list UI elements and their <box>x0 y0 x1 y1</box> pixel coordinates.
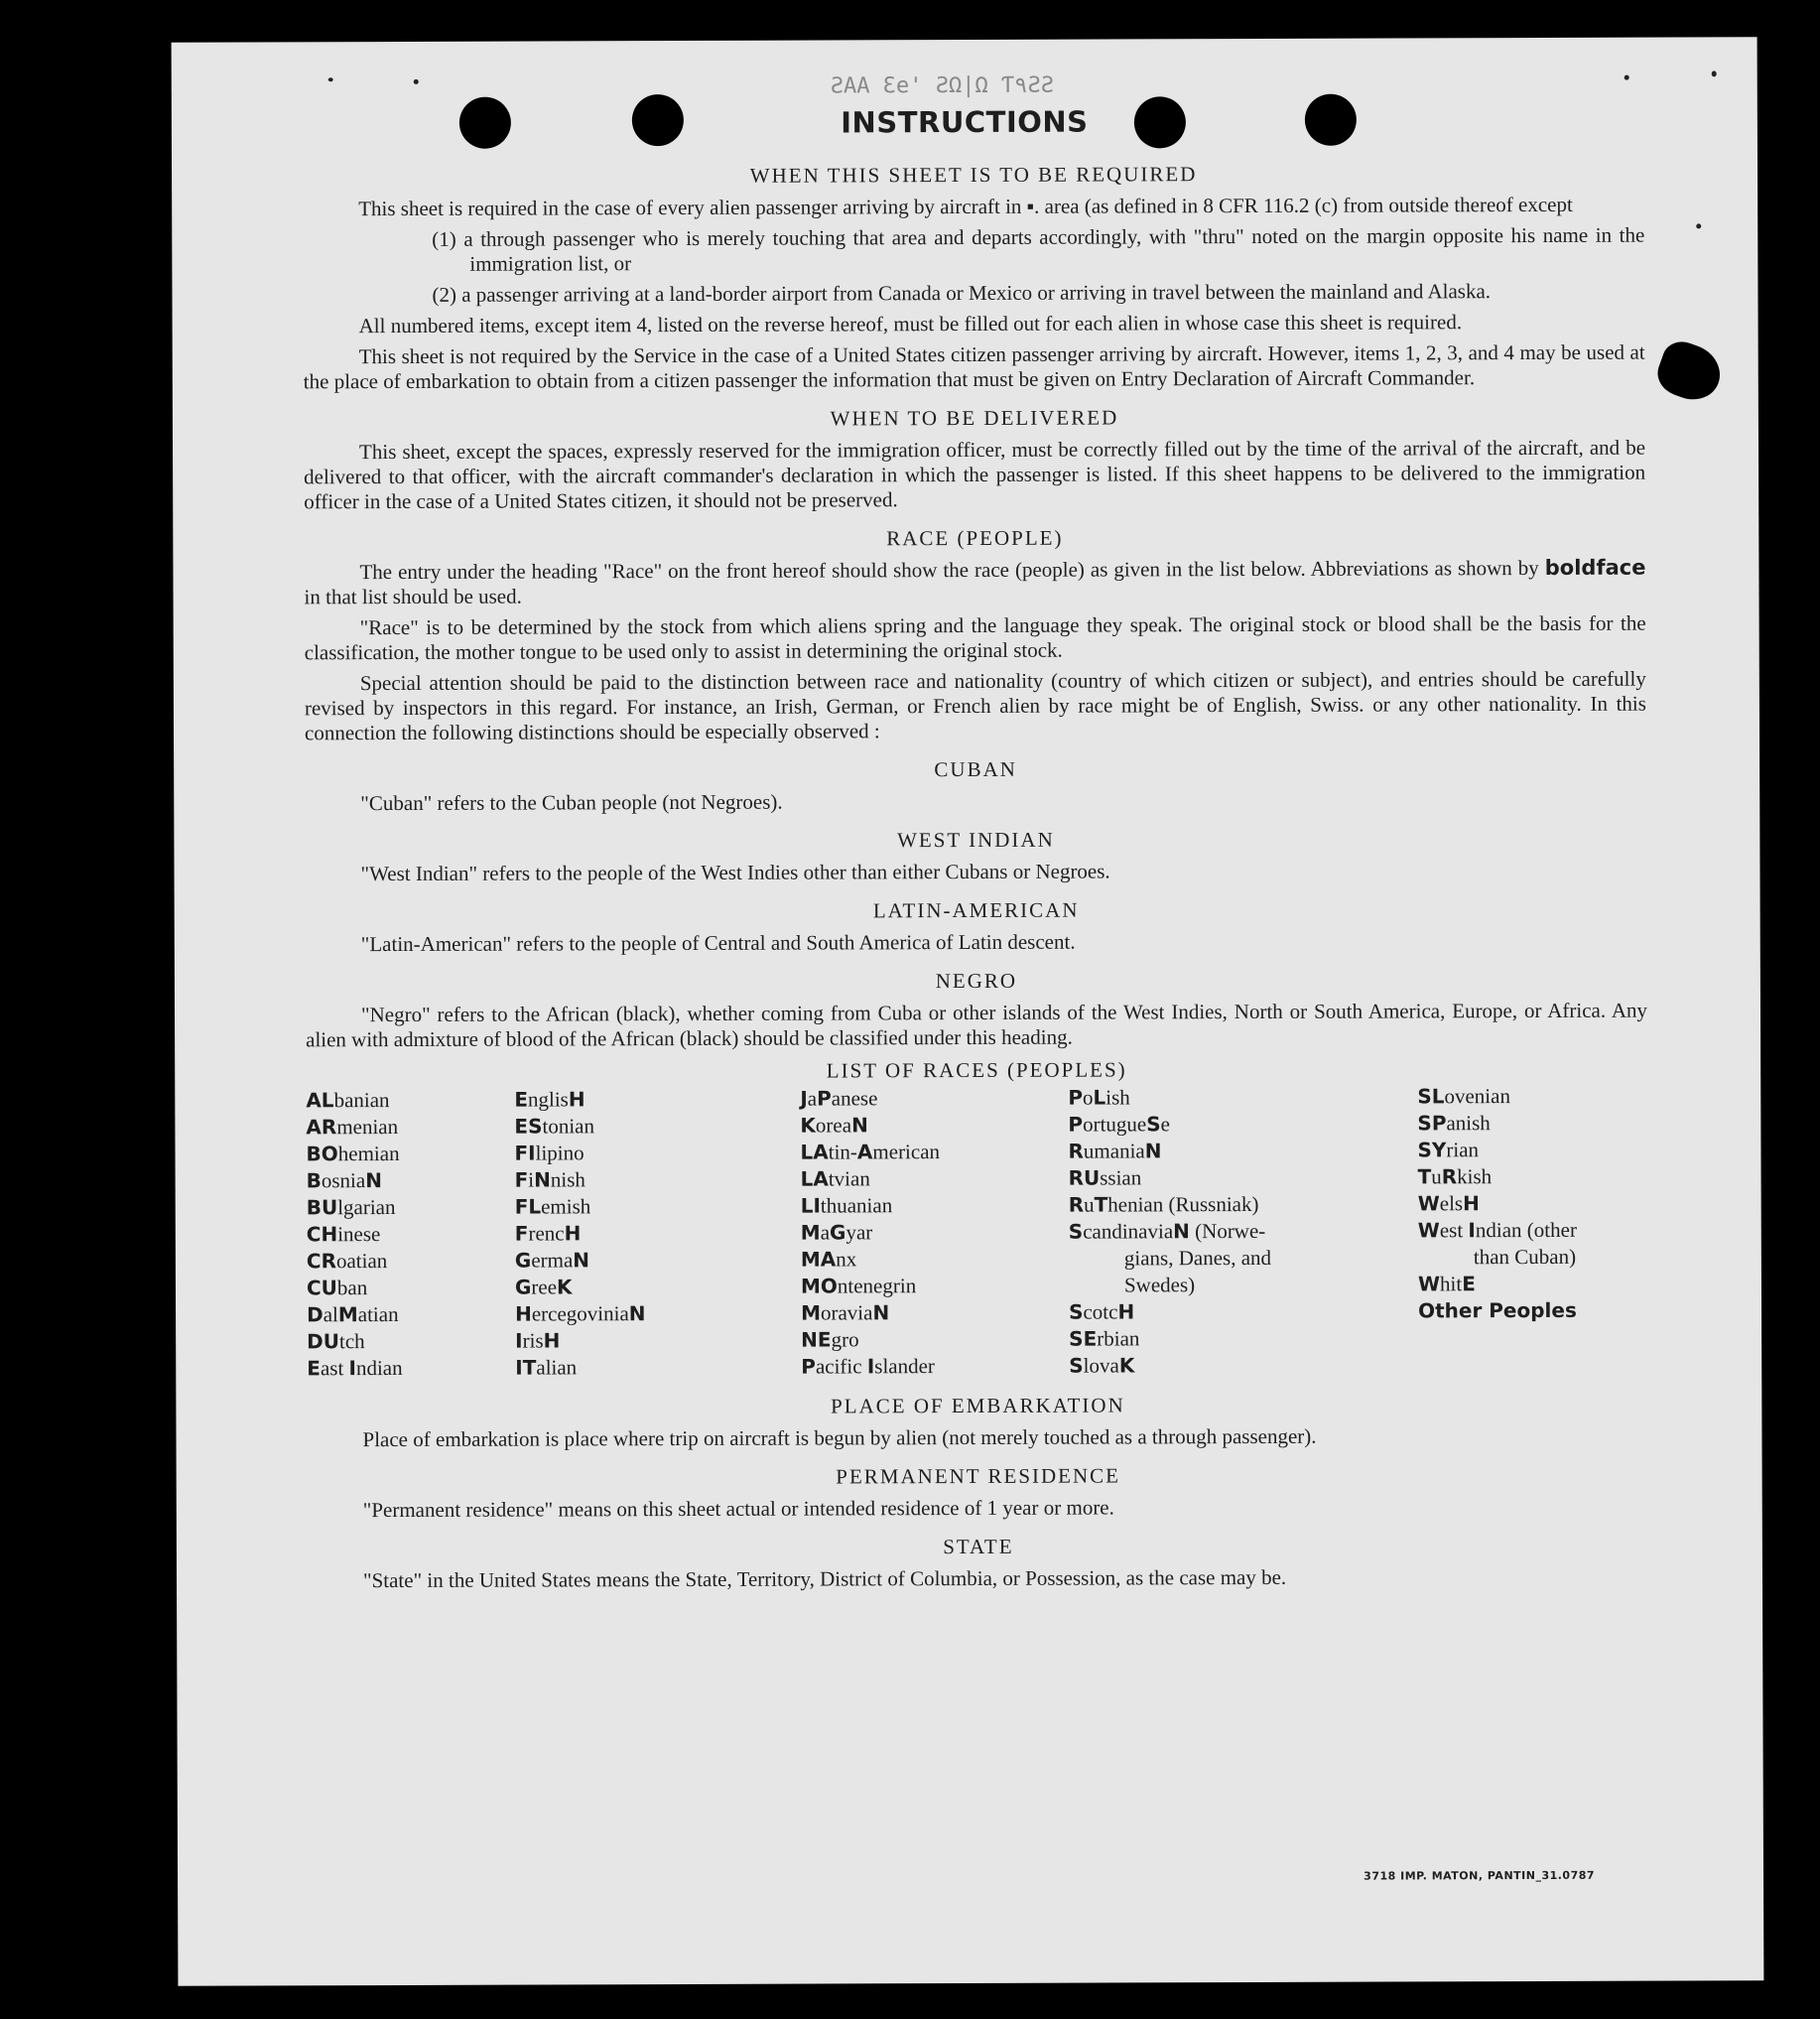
exception-item: (2) a passenger arriving at a land-border airport from Canada or Mexico or arriving in travel between the mainland and Alaska. <box>432 279 1492 307</box>
section-heading: RACE (PEOPLE) <box>886 525 1064 551</box>
race-entry: DalMatian <box>307 1302 399 1327</box>
race-entry: FIlipino <box>514 1141 585 1165</box>
race-entry: NEgro <box>801 1327 859 1352</box>
race-entry: Pacific Islander <box>801 1354 935 1379</box>
section-heading: WHEN THIS SHEET IS TO BE REQUIRED <box>749 162 1198 188</box>
race-entry: SYrian <box>1417 1138 1480 1162</box>
race-entry: EnglisH <box>514 1087 585 1112</box>
ink-stain <box>1651 336 1728 408</box>
race-entry: ALbanian <box>306 1088 390 1113</box>
race-entry: JaPanese <box>800 1086 878 1111</box>
paragraph: "Race" is to be determined by the stock from which aliens spring and the language they speak. The original stock or blood shall be the basis for the classification, the mother tongue to be used only to assist in determining the original stock. <box>304 610 1646 665</box>
race-entry: MaGyar <box>800 1220 873 1245</box>
race-entry: West Indian (other <box>1417 1217 1577 1243</box>
race-entry: SPanish <box>1417 1111 1491 1136</box>
race-entry: BUlgarian <box>306 1195 396 1220</box>
race-entry: BOhemian <box>306 1141 400 1166</box>
race-entry: WelsH <box>1417 1191 1480 1216</box>
paragraph: This sheet is required in the case of every alien passenger arriving by aircraft in ▪. area (as defined in 8 CFR 116.2 (c) from outside thereof except <box>358 192 1573 221</box>
race-entry: PortugueSe <box>1068 1112 1171 1137</box>
race-list <box>306 1083 1648 1383</box>
race-entry: than Cuban) <box>1473 1244 1577 1270</box>
document-page <box>172 37 1764 1986</box>
race-entry: CHinese <box>306 1222 381 1247</box>
paragraph: "West Indian" refers to the people of the West Indies other than either Cubans or Negroes. <box>360 859 1110 886</box>
race-entry: BosniaN <box>306 1168 382 1193</box>
race-entry: SLovenian <box>1417 1084 1510 1109</box>
paragraph: Place of embarkation is place where trip on aircraft is begun by alien (not merely touched as a through passenger). <box>362 1423 1317 1452</box>
section-heading: WEST INDIAN <box>897 827 1055 853</box>
race-entry: SErbian <box>1069 1326 1140 1351</box>
race-column <box>800 1085 1069 1381</box>
race-entry: GreeK <box>514 1275 573 1299</box>
race-entry: TuRkish <box>1417 1164 1493 1189</box>
section-heading: PLACE OF EMBARKATION <box>831 1393 1125 1418</box>
paragraph: "Cuban" refers to the Cuban people (not Negroes). <box>360 789 783 816</box>
race-entry: CRoatian <box>306 1249 388 1274</box>
paragraph: All numbered items, except item 4, listed on the reverse hereof, must be filled out for each alien in whose case this sheet is required. <box>358 310 1463 338</box>
race-entry: KoreaN <box>800 1113 868 1138</box>
race-entry: WhitE <box>1417 1272 1476 1296</box>
instructions-body <box>303 147 1649 1600</box>
race-entry: EStonian <box>514 1114 595 1139</box>
speck <box>328 77 333 81</box>
exception-item: (1) a through passenger who is merely touching that area and departs accordingly, with "thru" noted on the margin opposite his name in the immigration list, or <box>432 222 1645 276</box>
race-entry: ITalian <box>515 1355 578 1380</box>
speck <box>414 79 419 84</box>
section-heading: LATIN-AMERICAN <box>872 897 1080 923</box>
paragraph <box>304 556 1645 610</box>
race-column <box>1068 1083 1418 1379</box>
paragraph: This sheet is not required by the Service in the case of a United States citizen passenger arriving by aircraft. However, items 1, 2, 3, and 4 may be used at the place of embarkation to obtain from a citizen passenger the information that must be given on Entry Declaration of Aircraft Commander. <box>303 339 1645 394</box>
speck <box>1712 70 1717 76</box>
faded-stamp: ƧAA Ɛe' ƧΩ|Ω Ƭ۹ƧƧ <box>830 72 1054 99</box>
race-entry: LAtin-American <box>800 1140 941 1164</box>
race-entry: MoraviaN <box>801 1300 890 1325</box>
section-heading: WHEN TO BE DELIVERED <box>830 405 1119 431</box>
section-heading: STATE <box>943 1534 1014 1559</box>
race-entry: GermaN <box>514 1248 590 1273</box>
page-title: INSTRUCTIONS <box>841 104 1089 140</box>
race-entry: RumaniaN <box>1068 1139 1162 1163</box>
race-entry: IrisH <box>515 1328 561 1353</box>
race-entry: MOntenegrin <box>800 1274 917 1298</box>
speck <box>1696 223 1701 228</box>
section-heading: PERMANENT RESIDENCE <box>836 1463 1121 1489</box>
paragraph: Special attention should be paid to the distinction between race and nationality (country of which citizen or subject), and entries should be carefully revised by inspectors in this regard. For instance, an Irish, German, or French alien by race might be of English, Swiss. or any other nationality. In this connection the following distinctions should be especially observed : <box>304 666 1646 745</box>
section-heading: LIST OF RACES (PEOPLES) <box>826 1057 1127 1083</box>
race-entry: DUtch <box>307 1329 365 1354</box>
race-entry: FLemish <box>514 1194 591 1219</box>
race-entry: RuThenian (Russniak) <box>1068 1191 1259 1217</box>
paragraph: "Latin-American" refers to the people of Central and South America of Latin descent. <box>360 929 1076 957</box>
race-entry: ARmenian <box>306 1115 399 1140</box>
race-entry: East Indian <box>307 1355 403 1381</box>
race-entry: Swedes) <box>1123 1273 1196 1297</box>
race-entry: FrencH <box>514 1221 582 1246</box>
section-heading: NEGRO <box>935 968 1018 994</box>
boldface-word: boldface <box>1544 555 1646 580</box>
section-heading: CUBAN <box>934 756 1017 782</box>
race-entry: gians, Danes, and <box>1123 1245 1272 1271</box>
paragraph: "Permanent residence" means on this sheet actual or intended residence of 1 year or more. <box>362 1495 1114 1523</box>
text: The entry under the heading "Race" on the front hereof should show the race (people) as given in the list below. Abbreviations as shown by <box>359 555 1545 585</box>
race-column <box>306 1087 515 1383</box>
race-entry: ScotcH <box>1069 1299 1135 1324</box>
race-entry: HercegoviniaN <box>515 1301 646 1326</box>
paragraph: "Negro" refers to the African (black), whether coming from Cuba or other islands of the West Indies, North or South America, Europe, or Africa. Any alien with admixture of blood of the African (black) should be classified under this heading. <box>306 998 1648 1052</box>
race-column <box>514 1086 801 1382</box>
paragraph: This sheet, except the spaces, expressly reserved for the immigration officer, must be correctly filled out by the time of the arrival of the aircraft, and be delivered to that officer, with the aircraft commander's declaration in which the passenger is listed. If this sheet happens to be delivered to the immigration officer in the case of a United States citizen, it should not be preserved. <box>304 435 1646 514</box>
race-entry: Other Peoples <box>1418 1297 1577 1323</box>
speck <box>1625 75 1629 80</box>
text: in that list should be used. <box>304 584 522 609</box>
printer-imprint: 3718 IMP. MATON, PANTIN_31.0787 <box>1364 1868 1596 1883</box>
race-entry: PoLish <box>1068 1085 1130 1110</box>
race-entry: SlovaK <box>1069 1353 1135 1378</box>
race-entry: FiNnish <box>514 1167 585 1192</box>
race-entry: LAtvian <box>800 1166 870 1191</box>
race-entry: LIthuanian <box>800 1193 893 1218</box>
race-entry: CUban <box>306 1276 368 1300</box>
race-entry: RUssian <box>1068 1165 1142 1190</box>
paragraph: "State" in the United States means the State, Territory, District of Columbia, or Possession, as the case may be. <box>362 1564 1287 1593</box>
race-entry: ScandinaviaN (Norwe- <box>1068 1218 1266 1244</box>
race-column <box>1417 1083 1648 1379</box>
race-entry: MAnx <box>800 1247 857 1272</box>
